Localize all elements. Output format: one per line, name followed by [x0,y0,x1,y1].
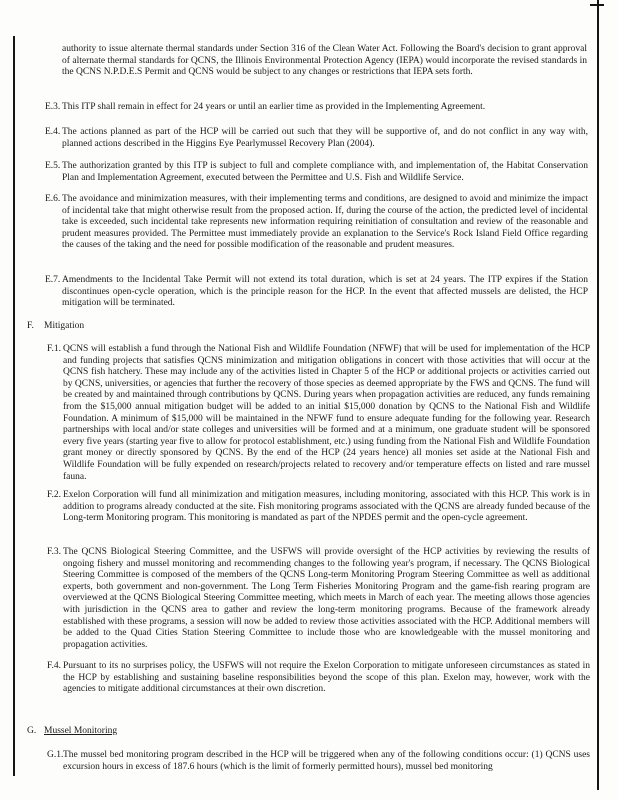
section-label: G. [27,726,37,736]
section-label: F. [27,321,34,331]
item-label: E.4. [45,127,61,137]
left-margin-bar [13,36,15,776]
item-text: This ITP shall remain in effect for 24 years or until an earlier time as provided in the Implementing Agreement. [62,102,486,112]
item-text: The authorization granted by this ITP is subject to full and complete compliance with, and implementation of, the Habitat Conservation Plan and Implementation Agreement, executed between the Permittee and U.S. Fish and Wildlife Service. [62,161,588,183]
right-margin-bar [597,0,599,790]
item-label: F.2. [47,490,62,500]
section-title: Mitigation [44,321,85,331]
item-text: The actions planned as part of the HCP will be carried out such that they will be supportive of, and do not conflict in any way with, planned actions described in the Higgins Eye Pearlymussel Recovery Plan (2004). [62,127,588,149]
item-label: F.1. [47,344,62,354]
item-label: F.3. [47,547,62,557]
item-label: E.6. [45,194,61,204]
item-text: The mussel bed monitoring program described in the HCP will be triggered when any of the following conditions occur: (1) QCNS uses excursion hours in excess of 187.6 hours (which is the limit of formerly permitted hours), mussel bed monitoring [63,750,590,772]
item-text: Amendments to the Incidental Take Permit will not extend its total duration, which is set at 24 years. The ITP expires if the Station discontinues open-cycle operation, which is the principle reason for the HCP. In the event that affected mussels are delisted, the HCP mitigation will be terminated. [62,275,588,309]
item-text: The avoidance and minimization measures, with their implementing terms and conditions, are designed to avoid and minimize the impact of incidental take that might otherwise result from the proposed action. If, during the course of the action, the predicted level of incidental take is exceeded, such incidental take represents new information requiring reinitiation of consultation and review of the reasonable and prudent measures provided. The Permittee must immediately provide an explanation to the Service's Rock Island Field Office regarding the causes of the taking and the need for possible modification of the reasonable and prudent measures. [62,194,588,251]
item-text: The QCNS Biological Steering Committee, and the USFWS will provide oversight of the HCP activities by reviewing the results of ongoing fishery and mussel monitoring and recommending changes to the following year's program, if necessary. The QCNS Biological Steering Committee is composed of the members of the QCNS Long-term Monitoring Program Steering Committee as well as additional experts, both government and non-government. The Long Term Fisheries Monitoring Program and the game-fish rearing program are overviewed at the QCNS Biological Steering Committee meeting, which meets in March of each year. The meeting allows those agencies with jurisdiction in the QCNS area to gather and review the long-term monitoring programs. Because of the framework already established with these programs, a session will now be added to review those activities associated with the HCP. Additional members will be added to the Quad Cities Station Steering Committee to include those who are knowledgeable with the mussel monitoring and propagation activities. [63,547,590,650]
item-text: Exelon Corporation will fund all minimization and mitigation measures, including monitoring, associated with this HCP. This work is in addition to programs already conducted at the site. Fish monitoring programs associated with the QCNS are already funded because of the Long-term Monitoring program. This monitoring is mandated as part of the NPDES permit and the open-cycle agreement. [63,490,590,524]
top-corner-rule [590,4,604,6]
item-label: F.4. [47,661,62,671]
item-text: QCNS will establish a fund through the National Fish and Wildlife Foundation (NFWF) that will be used for implementation of the HCP and funding projects that satisfies QCNS minimization and mitigation obligations in concert with those activities that will occur at the QCNS fish hatchery. These may include any of the activities listed in Chapter 5 of the HCP or additional projects or activities carried out by QCNS, universities, or agencies that further the recovery of those species as deemed appropriate by the FWS and QCNS. The fund will be created by and maintained through contributions by QCNS. During years when propagation activities are reduced, any funds remaining from the $15,000 annual mitigation budget will be added to an initial $15,000 donation by QCNS to the National Fish and Wildlife Foundation. A minimum of $15,000 will be maintained in the NFWF fund to ensure adequate funding for the following year. Research partnerships with local and/or state colleges and universities will be formed and at a minimum, one graduate student will be sponsored every five years (starting year five to allow for protocol establishment, etc.) using funding from the National Fish and Wildlife Foundation grant money or directly sponsored by QCNS. By the end of the HCP (24 years hence) all monies set aside at the National Fish and Wildlife Foundation will be fully expended on research/projects related to recovery and/or temperature effects on listed and rare mussel fauna. [63,344,590,482]
item-label: E.7. [45,275,61,285]
item-text: Pursuant to its no surprises policy, the USFWS will not require the Exelon Corporation to mitigate unforeseen circumstances as stated in the HCP by establishing and sustaining baseline responsibilities beyond the scope of this plan. Exelon may, however, work with the agencies to mitigate additional circumstances at their own discretion. [63,661,590,695]
item-label: E.3. [45,102,61,112]
intro-paragraph-text: authority to issue alternate thermal standards under Section 316 of the Clean Water Act. Following the Board's decision to grant approval of alternate thermal standards for QCNS, the Illinois Environmental Protection Agency (IEPA) would incorporate the revised standards in the QCNS N.P.D.E.S Permit and QCNS would be subject to any changes or restrictions that IEPA sets forth. [62,44,587,78]
item-label: E.5. [45,161,61,171]
item-label: G.1. [47,750,64,760]
section-title: Mussel Monitoring [44,726,118,736]
